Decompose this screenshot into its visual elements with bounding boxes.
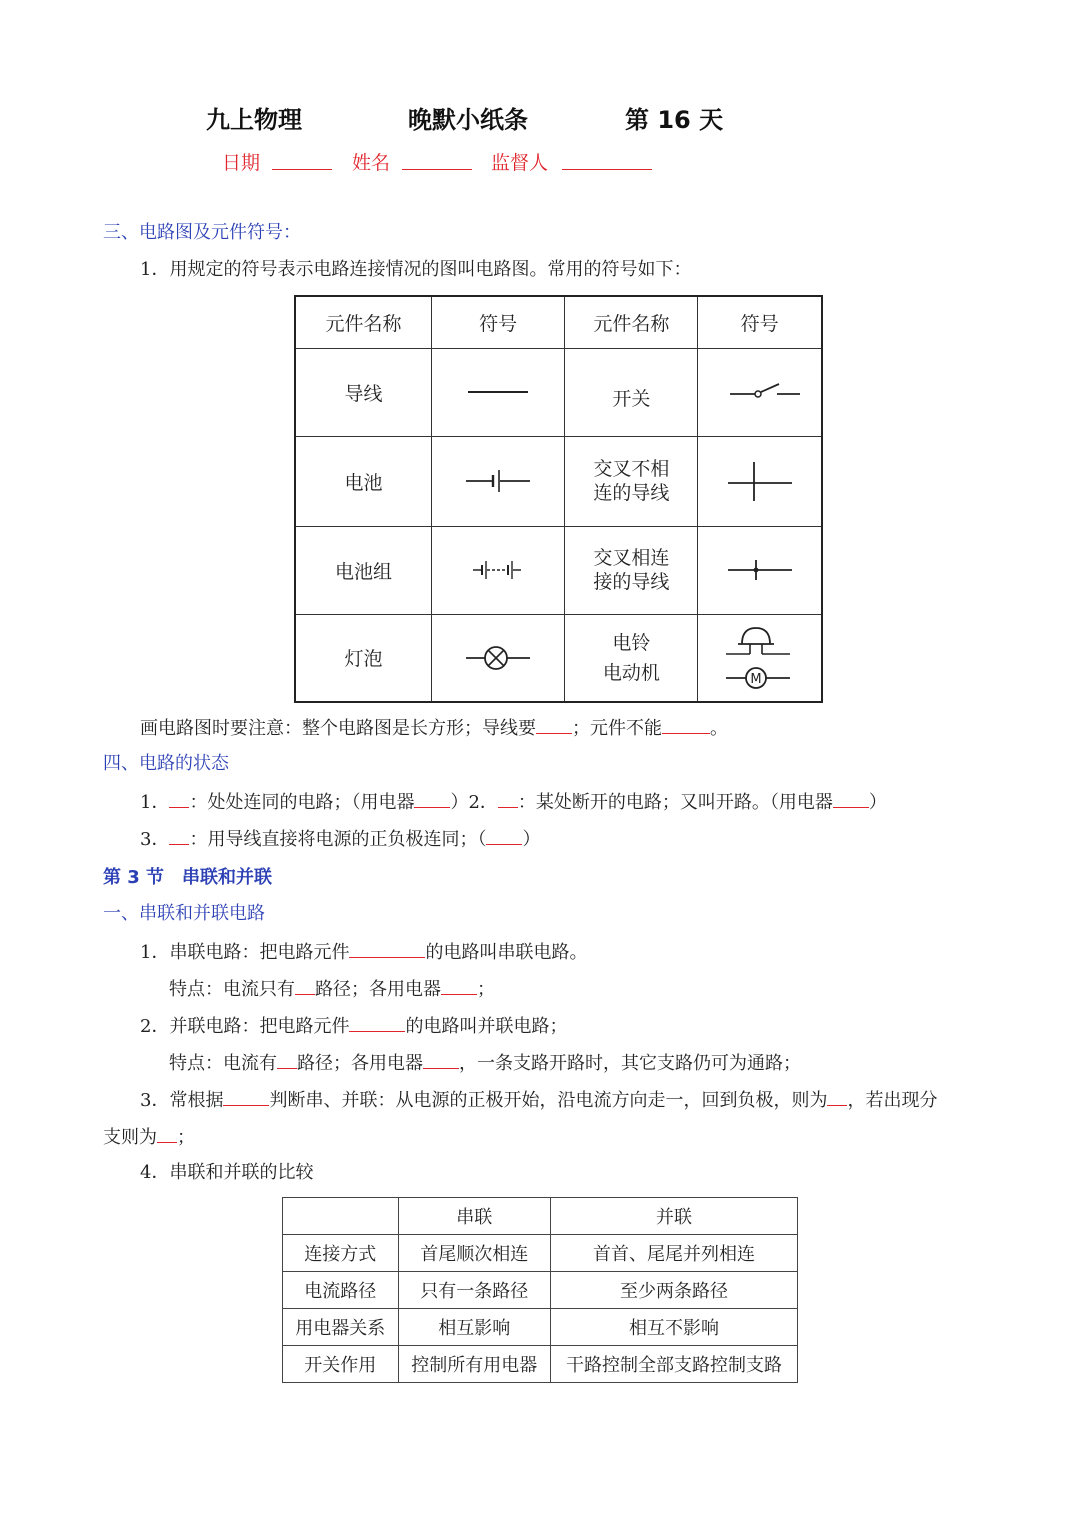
table-cell: 连接方式	[283, 1235, 399, 1272]
comparison-table	[282, 1197, 798, 1383]
answer-blank[interactable]	[169, 789, 189, 808]
table-cell: 相互影响	[398, 1309, 550, 1346]
table-cell: 控制所有用电器	[398, 1346, 550, 1383]
symbol-table	[294, 295, 823, 703]
table-cell: 至少两条路径	[550, 1272, 797, 1309]
answer-blank[interactable]	[349, 1013, 405, 1032]
answer-blank[interactable]	[277, 1050, 297, 1069]
subject-title: 九上物理	[206, 106, 302, 134]
table-cell: 相互不影响	[550, 1309, 797, 1346]
switch-symbol-icon	[698, 348, 822, 436]
battery-symbol-icon	[431, 436, 564, 526]
component-name: 导线	[295, 348, 431, 436]
name-label: 姓名	[352, 152, 391, 174]
answer-blank[interactable]	[169, 826, 189, 845]
worksheet-title: 晚默小纸条	[408, 106, 528, 134]
answer-blank[interactable]	[223, 1087, 269, 1106]
section-heading-symbols: 三、电路图及元件符号：	[103, 222, 301, 243]
bell-motor-symbol-icon	[698, 614, 822, 702]
battery-pack-symbol-icon	[431, 526, 564, 614]
series-definition: 1．串联电路：把电路元件 的电路叫串联电路。	[140, 939, 587, 965]
component-name: 电池	[295, 436, 431, 526]
component-name: 开关	[565, 348, 698, 436]
symbol-table-header: 元件名称	[565, 296, 698, 348]
circuit-diagram-definition: 1．用规定的符号表示电路连接情况的图叫电路图。常用的符号如下：	[140, 259, 692, 280]
section-heading-series-parallel: 一、串联和并联电路	[103, 903, 265, 924]
supervisor-blank[interactable]	[562, 151, 652, 170]
crossing-wires-connected-icon	[698, 526, 822, 614]
table-cell: 用电器关系	[283, 1309, 399, 1346]
answer-blank[interactable]	[157, 1124, 177, 1143]
answer-blank[interactable]	[486, 826, 522, 845]
series-features: 特点：电流只有 路径；各用电器 ；	[169, 976, 495, 1002]
comparison-title: 4．串联和并联的比较	[140, 1162, 314, 1183]
parallel-definition: 2．并联电路：把电路元件 的电路叫并联电路；	[140, 1013, 567, 1039]
answer-blank[interactable]	[498, 789, 518, 808]
section-heading-states: 四、电路的状态	[103, 753, 229, 774]
judgement-line-cont: 支则为 ；	[103, 1124, 195, 1150]
table-cell: 电流路径	[283, 1272, 399, 1309]
component-name: 电铃 电动机	[565, 614, 698, 702]
answer-blank[interactable]	[827, 1087, 847, 1106]
lamp-symbol-icon	[431, 614, 564, 702]
lesson-title: 第 3 节 串联和并联	[103, 867, 273, 888]
component-name: 交叉相连 接的导线	[565, 526, 698, 614]
date-label: 日期	[222, 152, 261, 174]
name-blank[interactable]	[402, 151, 472, 170]
wire-symbol-icon	[431, 348, 564, 436]
judgement-line: 3．常根据 判断串、并联：从电源的正极开始，沿电流方向走一，回到负极，则为 ，若出现分	[140, 1087, 937, 1113]
table-cell: 只有一条路径	[398, 1272, 550, 1309]
answer-blank[interactable]	[536, 715, 572, 734]
answer-blank[interactable]	[349, 939, 425, 958]
component-name: 灯泡	[295, 614, 431, 702]
answer-blank[interactable]	[423, 1050, 459, 1069]
component-name: 交叉不相 连的导线	[565, 436, 698, 526]
component-name: 电池组	[295, 526, 431, 614]
table-cell: 干路控制全部支路控制支路	[550, 1346, 797, 1383]
drawing-note: 画电路图时要注意：整个电路图是长方形；导线要 ；元件不能 。	[140, 715, 728, 741]
circuit-state-line-2: 3． ：用导线直接将电源的正负极连同；（ ）	[140, 826, 540, 852]
comparison-header: 并联	[550, 1198, 797, 1235]
day-number: 第 16 天	[625, 106, 724, 134]
symbol-table-header: 符号	[431, 296, 564, 348]
symbol-table-header: 元件名称	[295, 296, 431, 348]
table-cell: 首尾顺次相连	[398, 1235, 550, 1272]
comparison-header	[283, 1198, 399, 1235]
table-cell: 开关作用	[283, 1346, 399, 1383]
answer-blank[interactable]	[414, 789, 450, 808]
date-blank[interactable]	[272, 151, 332, 170]
answer-blank[interactable]	[441, 976, 477, 995]
comparison-header: 串联	[398, 1198, 550, 1235]
crossing-wires-unconnected-icon	[698, 436, 822, 526]
table-cell: 首首、尾尾并列相连	[550, 1235, 797, 1272]
answer-blank[interactable]	[295, 976, 315, 995]
motor-letter: M	[750, 671, 762, 687]
answer-blank[interactable]	[662, 715, 710, 734]
circuit-state-line-1: 1． ：处处连同的电路；（用电器 ）2． ：某处断开的电路；又叫开路。（用电器 ）	[140, 789, 887, 815]
symbol-table-header: 符号	[698, 296, 822, 348]
parallel-features: 特点：电流有 路径；各用电器 ，一条支路开路时，其它支路仍可为通路；	[169, 1050, 801, 1076]
answer-blank[interactable]	[833, 789, 869, 808]
supervisor-label: 监督人	[491, 152, 549, 174]
